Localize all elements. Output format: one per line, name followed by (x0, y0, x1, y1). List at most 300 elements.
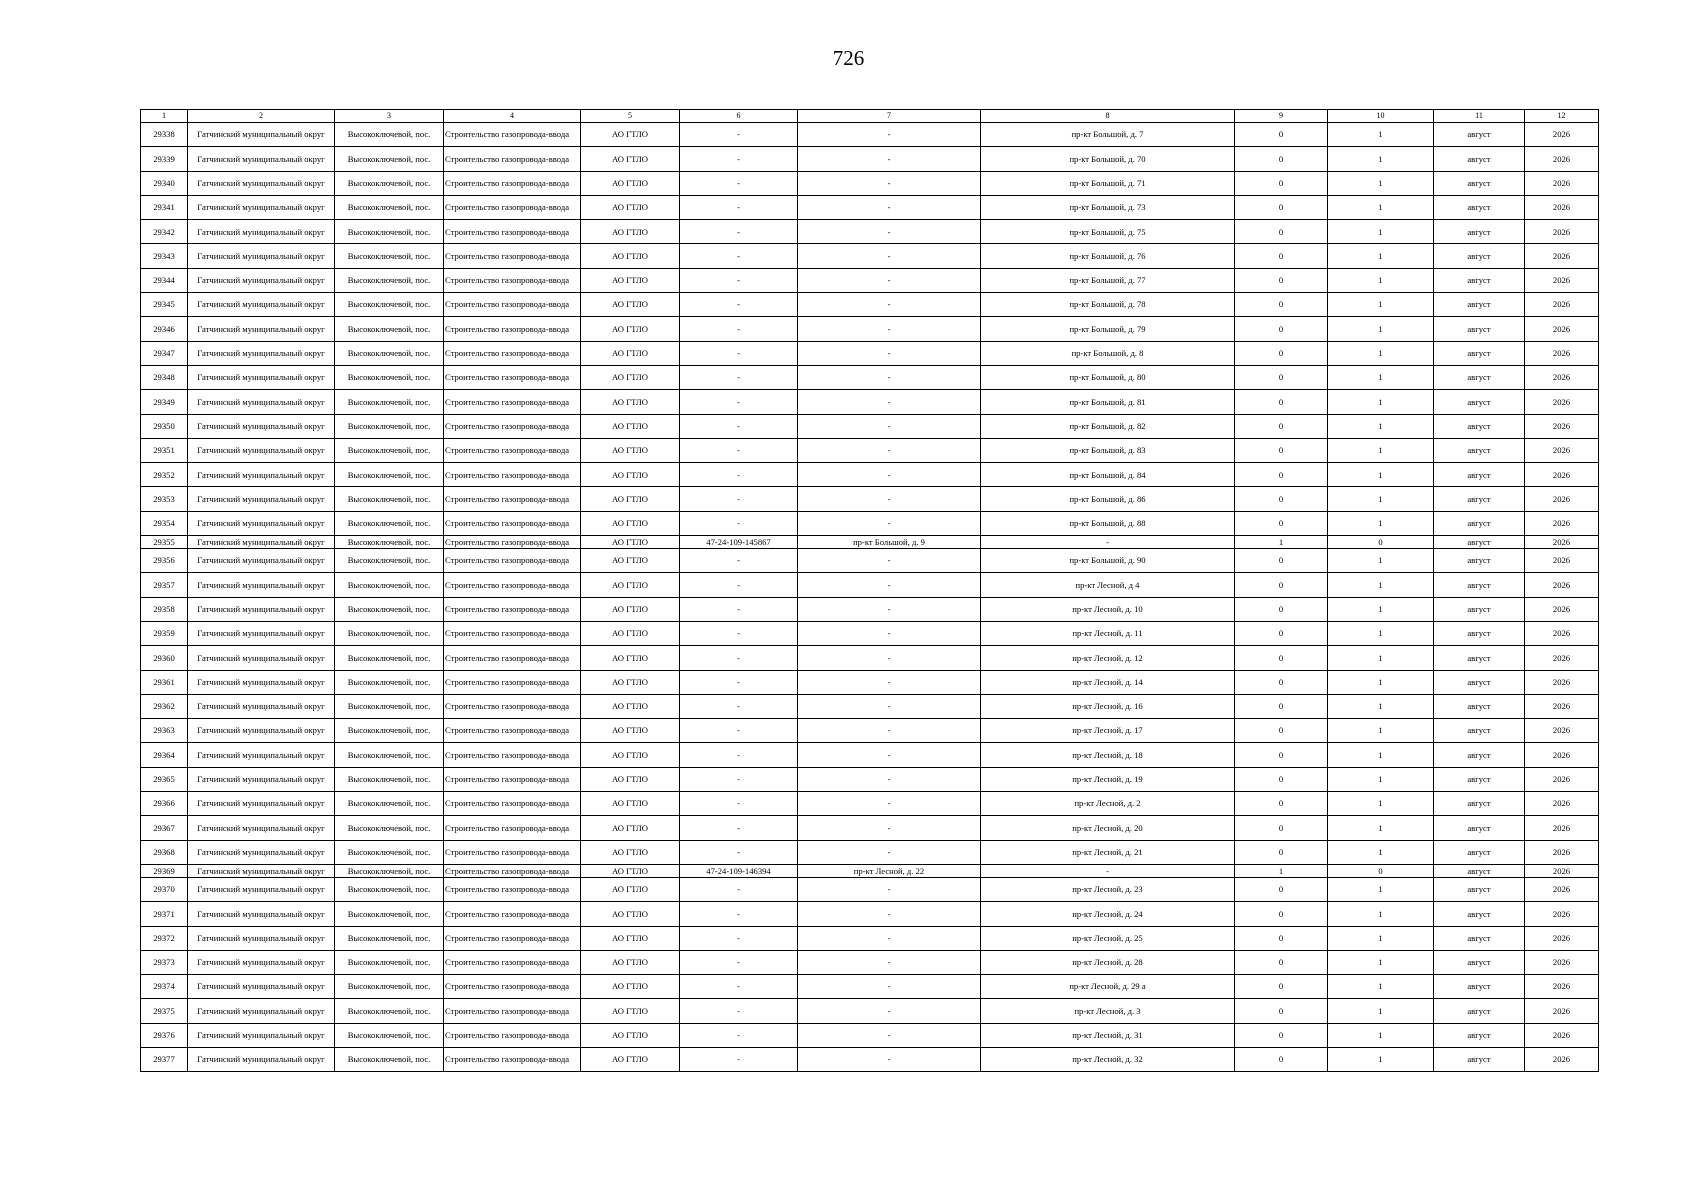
table-cell: 29358 (141, 597, 188, 621)
table-cell: - (680, 902, 798, 926)
table-cell: 0 (1235, 670, 1328, 694)
table-cell: 0 (1328, 864, 1434, 877)
table-cell: пр-кт Большой, д. 8 (981, 341, 1235, 365)
table-cell: Гатчинский муниципальный округ (188, 950, 335, 974)
table-cell: 0 (1235, 220, 1328, 244)
table-cell: Гатчинский муниципальный округ (188, 840, 335, 864)
table-cell: АО ГТЛО (581, 694, 680, 718)
table-cell: 0 (1235, 463, 1328, 487)
table-cell: пр-кт Лесной, д. 31 (981, 1023, 1235, 1047)
table-cell: Строительство газопровода-ввода (444, 463, 581, 487)
table-cell: август (1434, 123, 1525, 147)
table-row (141, 341, 1599, 365)
table-cell: Высокоключевой, пос. (335, 792, 444, 816)
column-header: 2 (188, 110, 335, 123)
table-cell: 0 (1235, 621, 1328, 645)
table-cell: 0 (1235, 719, 1328, 743)
table-cell: АО ГТЛО (581, 902, 680, 926)
table-cell: 29377 (141, 1047, 188, 1071)
table-cell: Строительство газопровода-ввода (444, 195, 581, 219)
table-cell: 1 (1328, 244, 1434, 268)
table-cell: август (1434, 573, 1525, 597)
table-cell: 29355 (141, 536, 188, 549)
table-cell: Гатчинский муниципальный округ (188, 670, 335, 694)
table-cell: АО ГТЛО (581, 926, 680, 950)
table-cell: - (680, 621, 798, 645)
table-row (141, 767, 1599, 791)
table-cell: 1 (1328, 646, 1434, 670)
column-header: 4 (444, 110, 581, 123)
table-cell: Высокоключевой, пос. (335, 597, 444, 621)
table-cell: Высокоключевой, пос. (335, 999, 444, 1023)
table-cell: 2026 (1525, 877, 1599, 901)
table-cell: Высокоключевой, пос. (335, 438, 444, 462)
table-cell: 0 (1235, 950, 1328, 974)
table-cell: Гатчинский муниципальный округ (188, 438, 335, 462)
table-cell: 47-24-109-146394 (680, 864, 798, 877)
table-cell: - (798, 743, 981, 767)
table-cell: Высокоключевой, пос. (335, 840, 444, 864)
table-cell: Гатчинский муниципальный округ (188, 293, 335, 317)
table-cell: 1 (1328, 511, 1434, 535)
table-cell: 2026 (1525, 123, 1599, 147)
column-header: 5 (581, 110, 680, 123)
table-cell: Строительство газопровода-ввода (444, 816, 581, 840)
table-cell: пр-кт Большой, д. 80 (981, 365, 1235, 389)
table-cell: АО ГТЛО (581, 549, 680, 573)
table-cell: 0 (1235, 597, 1328, 621)
table-cell: 2026 (1525, 341, 1599, 365)
table-cell: АО ГТЛО (581, 646, 680, 670)
table-cell: Гатчинский муниципальный округ (188, 549, 335, 573)
table-cell: Высокоключевой, пос. (335, 975, 444, 999)
table-cell: Гатчинский муниципальный округ (188, 743, 335, 767)
table-cell: АО ГТЛО (581, 999, 680, 1023)
table-cell: 2026 (1525, 438, 1599, 462)
table-cell: - (680, 390, 798, 414)
table-cell: 29369 (141, 864, 188, 877)
table-cell: 1 (1328, 597, 1434, 621)
table-cell: Строительство газопровода-ввода (444, 621, 581, 645)
table-row (141, 877, 1599, 901)
table-cell: Высокоключевой, пос. (335, 268, 444, 292)
table-cell: АО ГТЛО (581, 864, 680, 877)
table-cell: Строительство газопровода-ввода (444, 840, 581, 864)
table-cell: Строительство газопровода-ввода (444, 670, 581, 694)
table-cell: август (1434, 975, 1525, 999)
table-cell: 29366 (141, 792, 188, 816)
table-cell: Высокоключевой, пос. (335, 877, 444, 901)
column-header: 11 (1434, 110, 1525, 123)
table-cell: 0 (1235, 365, 1328, 389)
table-cell: Строительство газопровода-ввода (444, 511, 581, 535)
table-cell: август (1434, 147, 1525, 171)
table-cell: - (798, 767, 981, 791)
table-cell: - (798, 220, 981, 244)
table-cell: Строительство газопровода-ввода (444, 390, 581, 414)
table-cell: - (680, 365, 798, 389)
table-cell: Строительство газопровода-ввода (444, 646, 581, 670)
table-cell: Строительство газопровода-ввода (444, 597, 581, 621)
table-header-row (141, 110, 1599, 123)
table-cell: - (981, 536, 1235, 549)
table-cell: АО ГТЛО (581, 244, 680, 268)
table-row (141, 950, 1599, 974)
table-cell: АО ГТЛО (581, 414, 680, 438)
table-cell: АО ГТЛО (581, 390, 680, 414)
table-cell: Строительство газопровода-ввода (444, 293, 581, 317)
table-cell: Высокоключевой, пос. (335, 950, 444, 974)
table-cell: Строительство газопровода-ввода (444, 268, 581, 292)
table-row (141, 414, 1599, 438)
table-cell: - (798, 1047, 981, 1071)
table-cell: АО ГТЛО (581, 463, 680, 487)
table-cell: АО ГТЛО (581, 816, 680, 840)
table-cell: - (798, 877, 981, 901)
table-cell: Гатчинский муниципальный округ (188, 536, 335, 549)
table-cell: август (1434, 621, 1525, 645)
table-cell: пр-кт Большой, д. 70 (981, 147, 1235, 171)
table-cell: август (1434, 877, 1525, 901)
table-cell: - (798, 341, 981, 365)
table-cell: 0 (1235, 195, 1328, 219)
table-cell: - (680, 293, 798, 317)
table-cell: Строительство газопровода-ввода (444, 926, 581, 950)
table-row (141, 365, 1599, 389)
table-cell: - (680, 171, 798, 195)
table-cell: - (798, 694, 981, 718)
table-cell: 2026 (1525, 171, 1599, 195)
table-row (141, 463, 1599, 487)
table-cell: 2026 (1525, 463, 1599, 487)
table-cell: пр-кт Большой, д. 82 (981, 414, 1235, 438)
table-cell: август (1434, 767, 1525, 791)
table-cell: пр-кт Лесной, д. 29 а (981, 975, 1235, 999)
table-cell: Гатчинский муниципальный округ (188, 864, 335, 877)
table-cell: 2026 (1525, 816, 1599, 840)
table-cell: - (680, 950, 798, 974)
table-cell: 29364 (141, 743, 188, 767)
table-cell: - (798, 926, 981, 950)
table-cell: 1 (1328, 123, 1434, 147)
table-cell: август (1434, 1023, 1525, 1047)
table-cell: - (680, 792, 798, 816)
table-cell: август (1434, 597, 1525, 621)
table-row (141, 670, 1599, 694)
table-cell: 0 (1235, 840, 1328, 864)
table-cell: Строительство газопровода-ввода (444, 950, 581, 974)
table-cell: 29367 (141, 816, 188, 840)
table-cell: 29376 (141, 1023, 188, 1047)
table-cell: Гатчинский муниципальный округ (188, 511, 335, 535)
table-cell: 2026 (1525, 390, 1599, 414)
table-row (141, 123, 1599, 147)
table-cell: 2026 (1525, 487, 1599, 511)
table-cell: 29342 (141, 220, 188, 244)
table-cell: пр-кт Большой, д. 79 (981, 317, 1235, 341)
table-cell: 0 (1235, 975, 1328, 999)
table-cell: 2026 (1525, 719, 1599, 743)
table-cell: - (798, 840, 981, 864)
table-cell: август (1434, 268, 1525, 292)
table-cell: 0 (1235, 999, 1328, 1023)
table-cell: Гатчинский муниципальный округ (188, 816, 335, 840)
table-cell: 0 (1235, 926, 1328, 950)
table-cell: 0 (1235, 573, 1328, 597)
table-row (141, 902, 1599, 926)
table-cell: 29372 (141, 926, 188, 950)
table-cell: - (798, 646, 981, 670)
table-cell: 2026 (1525, 840, 1599, 864)
table-cell: 47-24-109-145867 (680, 536, 798, 549)
column-header: 10 (1328, 110, 1434, 123)
table-cell: 2026 (1525, 536, 1599, 549)
table-cell: 2026 (1525, 268, 1599, 292)
table-cell: пр-кт Лесной, д. 20 (981, 816, 1235, 840)
table-cell: - (798, 365, 981, 389)
table-row (141, 268, 1599, 292)
table-row (141, 646, 1599, 670)
table-cell: 0 (1235, 792, 1328, 816)
table-cell: 1 (1328, 719, 1434, 743)
table-cell: 29371 (141, 902, 188, 926)
table-cell: 1 (1235, 536, 1328, 549)
table-cell: Строительство газопровода-ввода (444, 743, 581, 767)
table-cell: - (798, 293, 981, 317)
table-cell: 1 (1235, 864, 1328, 877)
table-cell: Высокоключевой, пос. (335, 902, 444, 926)
table-cell: пр-кт Большой, д. 9 (798, 536, 981, 549)
table-cell: Высокоключевой, пос. (335, 147, 444, 171)
table-cell: - (680, 463, 798, 487)
table-cell: 1 (1328, 549, 1434, 573)
table-cell: 1 (1328, 743, 1434, 767)
table-cell: Строительство газопровода-ввода (444, 171, 581, 195)
table-cell: - (798, 511, 981, 535)
table-cell: 1 (1328, 414, 1434, 438)
table-cell: Строительство газопровода-ввода (444, 1047, 581, 1071)
table-cell: 1 (1328, 487, 1434, 511)
table-cell: 29368 (141, 840, 188, 864)
table-cell: 0 (1235, 1023, 1328, 1047)
table-cell: Высокоключевой, пос. (335, 293, 444, 317)
table-cell: АО ГТЛО (581, 293, 680, 317)
table-cell: 2026 (1525, 1023, 1599, 1047)
table-cell: Гатчинский муниципальный округ (188, 902, 335, 926)
table-cell: 2026 (1525, 646, 1599, 670)
table-cell: АО ГТЛО (581, 950, 680, 974)
table-cell: август (1434, 549, 1525, 573)
table-cell: Гатчинский муниципальный округ (188, 220, 335, 244)
table-cell: август (1434, 463, 1525, 487)
table-cell: - (798, 487, 981, 511)
table-cell: 2026 (1525, 414, 1599, 438)
table-cell: Гатчинский муниципальный округ (188, 621, 335, 645)
table-cell: - (680, 743, 798, 767)
table-cell: - (798, 244, 981, 268)
table-cell: - (798, 719, 981, 743)
table-cell: 0 (1235, 244, 1328, 268)
table-cell: 29375 (141, 999, 188, 1023)
table-cell: август (1434, 511, 1525, 535)
table-cell: август (1434, 390, 1525, 414)
table-cell: Строительство газопровода-ввода (444, 220, 581, 244)
table-cell: - (798, 147, 981, 171)
table-cell: 0 (1235, 877, 1328, 901)
table-cell: август (1434, 317, 1525, 341)
table-cell: Строительство газопровода-ввода (444, 902, 581, 926)
table-cell: 0 (1235, 438, 1328, 462)
table-cell: пр-кт Лесной, д. 2 (981, 792, 1235, 816)
table-cell: Строительство газопровода-ввода (444, 414, 581, 438)
table-cell: август (1434, 902, 1525, 926)
table-cell: 29353 (141, 487, 188, 511)
table-row (141, 694, 1599, 718)
table-cell: Гатчинский муниципальный округ (188, 147, 335, 171)
table-cell: август (1434, 864, 1525, 877)
table-cell: 0 (1235, 816, 1328, 840)
table-cell: 29352 (141, 463, 188, 487)
table-cell: 2026 (1525, 573, 1599, 597)
table-row (141, 1047, 1599, 1071)
table-row (141, 549, 1599, 573)
table-cell: 29374 (141, 975, 188, 999)
table-cell: - (798, 975, 981, 999)
table-cell: 29339 (141, 147, 188, 171)
table-cell: пр-кт Большой, д. 71 (981, 171, 1235, 195)
table-cell: 0 (1235, 123, 1328, 147)
table-row (141, 816, 1599, 840)
table-cell: 0 (1235, 511, 1328, 535)
table-cell: - (680, 926, 798, 950)
table-cell: АО ГТЛО (581, 1047, 680, 1071)
table-cell: 0 (1235, 390, 1328, 414)
table-cell: - (680, 317, 798, 341)
table-cell: Высокоключевой, пос. (335, 195, 444, 219)
table-cell: Строительство газопровода-ввода (444, 792, 581, 816)
table-cell: - (798, 268, 981, 292)
table-cell: пр-кт Лесной, д. 22 (798, 864, 981, 877)
table-cell: Гатчинский муниципальный округ (188, 414, 335, 438)
table-row (141, 293, 1599, 317)
table-cell: 1 (1328, 877, 1434, 901)
table-cell: Высокоключевой, пос. (335, 743, 444, 767)
table-cell: АО ГТЛО (581, 743, 680, 767)
table-cell: пр-кт Лесной, д. 14 (981, 670, 1235, 694)
table-cell: - (798, 621, 981, 645)
table-cell: Высокоключевой, пос. (335, 646, 444, 670)
table-cell: АО ГТЛО (581, 487, 680, 511)
table-cell: 2026 (1525, 975, 1599, 999)
table-cell: 1 (1328, 268, 1434, 292)
table-cell: пр-кт Лесной, д. 24 (981, 902, 1235, 926)
table-cell: АО ГТЛО (581, 536, 680, 549)
table-cell: - (680, 438, 798, 462)
table-cell: - (680, 719, 798, 743)
table-cell: 2026 (1525, 743, 1599, 767)
table-cell: АО ГТЛО (581, 123, 680, 147)
table-cell: - (680, 341, 798, 365)
table-cell: Высокоключевой, пос. (335, 317, 444, 341)
table-cell: 1 (1328, 220, 1434, 244)
table-cell: август (1434, 926, 1525, 950)
table-cell: 1 (1328, 147, 1434, 171)
table-cell: - (798, 950, 981, 974)
table-cell: 1 (1328, 926, 1434, 950)
table-row (141, 926, 1599, 950)
table-cell: АО ГТЛО (581, 670, 680, 694)
column-header: 7 (798, 110, 981, 123)
table-cell: 2026 (1525, 767, 1599, 791)
table-cell: 29373 (141, 950, 188, 974)
table-cell: - (680, 767, 798, 791)
table-cell: АО ГТЛО (581, 792, 680, 816)
table-cell: пр-кт Лесной, д. 21 (981, 840, 1235, 864)
table-cell: 1 (1328, 950, 1434, 974)
table-cell: 1 (1328, 390, 1434, 414)
table-cell: 2026 (1525, 511, 1599, 535)
table-cell: - (680, 670, 798, 694)
table-cell: - (798, 317, 981, 341)
table-cell: пр-кт Лесной, д. 12 (981, 646, 1235, 670)
table-row (141, 719, 1599, 743)
table-cell: Строительство газопровода-ввода (444, 877, 581, 901)
table-cell: пр-кт Лесной, д. 10 (981, 597, 1235, 621)
table-cell: 2026 (1525, 195, 1599, 219)
table-cell: Гатчинский муниципальный округ (188, 975, 335, 999)
column-header: 8 (981, 110, 1235, 123)
table-cell: Гатчинский муниципальный округ (188, 573, 335, 597)
table-cell: 29348 (141, 365, 188, 389)
table-cell: август (1434, 792, 1525, 816)
table-cell: Гатчинский муниципальный округ (188, 463, 335, 487)
table-cell: пр-кт Большой, д. 78 (981, 293, 1235, 317)
table-cell: 0 (1235, 147, 1328, 171)
table-cell: 0 (1235, 414, 1328, 438)
table-cell: Гатчинский муниципальный округ (188, 195, 335, 219)
table-cell: Высокоключевой, пос. (335, 511, 444, 535)
table-cell: 1 (1328, 621, 1434, 645)
data-table (140, 109, 1599, 1072)
table-cell: Высокоключевой, пос. (335, 767, 444, 791)
table-cell: 29365 (141, 767, 188, 791)
table-cell: Высокоключевой, пос. (335, 390, 444, 414)
table-cell: - (680, 487, 798, 511)
page-number: 726 (832, 46, 865, 70)
table-cell: 2026 (1525, 792, 1599, 816)
table-cell: август (1434, 244, 1525, 268)
table-cell: Строительство газопровода-ввода (444, 536, 581, 549)
table-cell: август (1434, 195, 1525, 219)
table-cell: - (798, 195, 981, 219)
table-cell: - (680, 646, 798, 670)
table-cell: 2026 (1525, 365, 1599, 389)
table-cell: август (1434, 414, 1525, 438)
table-row (141, 244, 1599, 268)
table-cell: 0 (1235, 767, 1328, 791)
table-cell: Строительство газопровода-ввода (444, 244, 581, 268)
table-cell: АО ГТЛО (581, 877, 680, 901)
table-cell: - (798, 414, 981, 438)
table-cell: АО ГТЛО (581, 268, 680, 292)
table-cell: август (1434, 999, 1525, 1023)
table-cell: Высокоключевой, пос. (335, 1023, 444, 1047)
table-cell: 1 (1328, 365, 1434, 389)
table-cell: пр-кт Большой, д. 81 (981, 390, 1235, 414)
table-cell: - (981, 864, 1235, 877)
column-header: 9 (1235, 110, 1328, 123)
table-cell: - (680, 816, 798, 840)
